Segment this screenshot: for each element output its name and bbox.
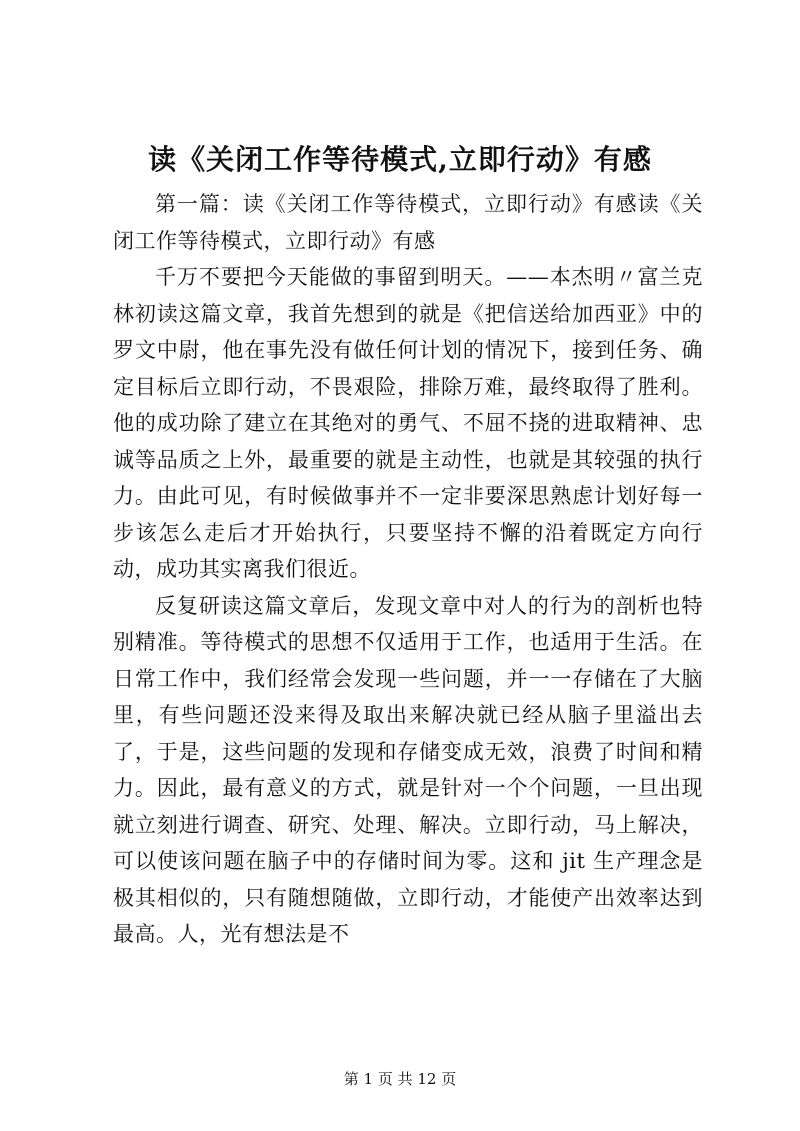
- paragraph-3: 反复研读这篇文章后，发现文章中对人的行为的剖析也特别精准。等待模式的思想不仅适用于工作，也适用于生活。在日常工作中，我们经常会发现一些问题，并一一存储在了大脑里，有些问题还没来得及取出来解决就已经从脑子里溢出去了，于是，这些问题的发现和存储变成无效，浪费了时间和精力。因此，最有意义的方式，就是针对一个个问题，一旦出现就立刻进行调查、研究、处理、解决。立即行动，马上解决，可以使该问题在脑子中的存储时间为零。这和 jit 生产理念是极其相似的，只有随想随做，立即行动，才能使产出效率达到最高。人，光有想法是不: [113, 593, 703, 946]
- page-number-footer: 第 1 页 共 12 页: [343, 1070, 457, 1088]
- paragraph-1: 第一篇：读《关闭工作等待模式，立即行动》有感读《关闭工作等待模式，立即行动》有感: [113, 192, 703, 253]
- document-title: 读《关闭工作等待模式,立即行动》有感: [148, 143, 652, 176]
- document-body: [113, 186, 703, 953]
- paragraph-2: 千万不要把今天能做的事留到明天。——本杰明〃富兰克林初读这篇文章，我首先想到的就是《把信送给加西亚》中的罗文中尉，他在事先没有做任何计划的情况下，接到任务、确定目标后立即行动，不畏艰险，排除万难，最终取得了胜利。他的成功除了建立在其绝对的勇气、不屈不挠的进取精神、忠诚等品质之上外，最重要的就是主动性，也就是其较强的执行力。由此可见，有时候做事并不一定非要深思熟虑计划好每一步该怎么走后才开始执行，只要坚持不懈的沿着既定方向行动，成功其实离我们很近。: [113, 265, 703, 581]
